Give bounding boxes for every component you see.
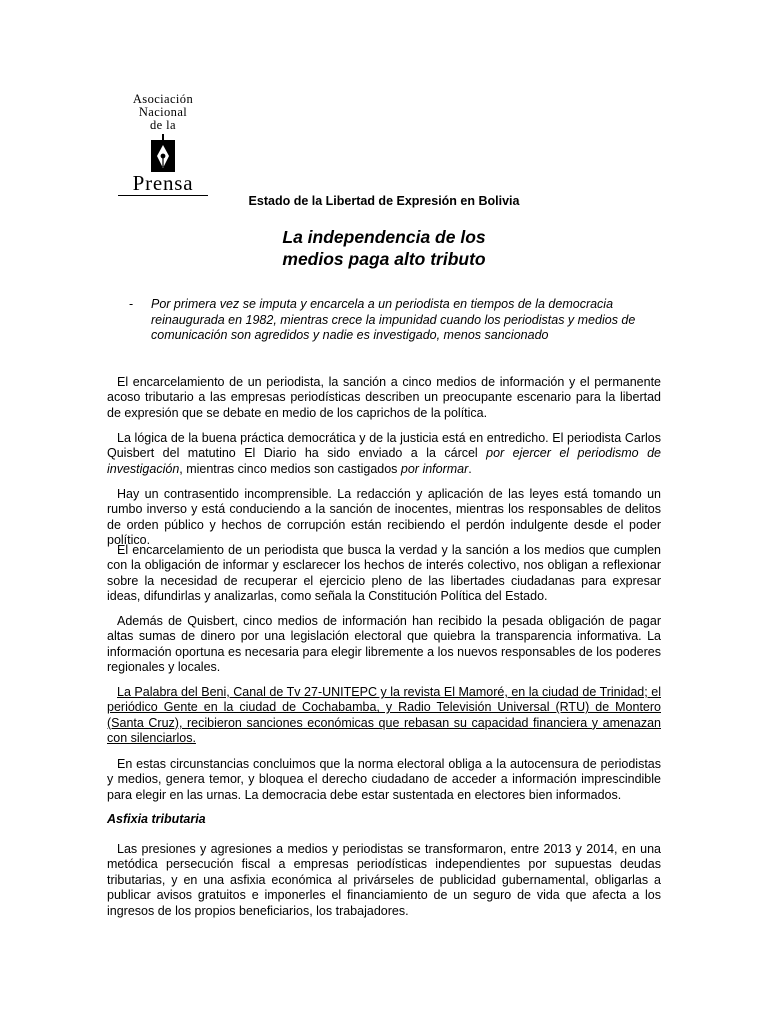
lead-bullet bbox=[129, 297, 649, 344]
headline-line-1: La independencia de los bbox=[282, 227, 486, 247]
paragraph-2-text-b: , mientras cinco medios son castigados bbox=[179, 461, 401, 476]
paragraph-3: Hay un contrasentido incomprensible. La redacción y aplicación de las leyes está tomando un rumbo inverso y está conduciendo a la sanción de inocentes, mientras los responsables de delitos de orden público y hechos de corrupción están recibiendo el perdón indulgente desde el poder político. bbox=[107, 487, 661, 548]
headline-line-2: medios paga alto tributo bbox=[282, 249, 486, 269]
paragraph-7: En estas circunstancias concluimos que la norma electoral obliga a la autocensura de periodistas y medios, genera temor, y bloquea el derecho ciudadano de acceder a información imprescindible para elegir en las urnas. La democracia debe estar sustentada en electores bien informados. bbox=[107, 757, 661, 802]
logo-line-prensa: Prensa bbox=[132, 171, 194, 195]
logo-line-nacional: Nacional bbox=[138, 105, 188, 119]
paragraph-6: La Palabra del Beni, Canal de Tv 27-UNITEPC y la revista El Mamoré, en la ciudad de Trinidad; el periódico Gente en la ciudad de Cochabamba, y Radio Televisión Universal (RTU) de Montero (Santa Cruz), recibieron sanciones económicas que rebasan su capacidad financiera y amenazan con silenciarlos. bbox=[107, 685, 661, 746]
paragraph-2-emphasis-a: por ejercer el periodismo de investigación bbox=[107, 446, 661, 476]
pen-nib-icon bbox=[150, 134, 176, 172]
lead-text: Por primera vez se imputa y encarcela a un periodista en tiempos de la democracia reinaugurada en 1982, mientras crece la impunidad cuando los periodistas y medios de comunicación son agredidos y nadie es investigado, menos sancionado bbox=[151, 297, 636, 342]
headline bbox=[0, 226, 768, 270]
paragraph-1: El encarcelamiento de un periodista, la sanción a cinco medios de información y el permanente acoso tributario a las empresas periodísticas describen un preocupante escenario para la libertad de expresión que se debate en medio de los caprichos de la política. bbox=[107, 375, 661, 420]
bullet-dash: - bbox=[129, 297, 134, 311]
paragraph-2 bbox=[107, 431, 661, 477]
association-logo bbox=[117, 93, 209, 193]
paragraph-4: El encarcelamiento de un periodista que busca la verdad y la sanción a los medios que cumplen con la obligación de informar y esclarecer los hechos de interés colectivo, nos obligan a reflexionar sobre la necesidad de recuperar el ejercicio pleno de las libertades ciudadanas para expresar ideas, difundirlas y analizarlas, como señala la Constitución Política del Estado. bbox=[107, 543, 661, 604]
paragraph-8: Las presiones y agresiones a medios y periodistas se transformaron, entre 2013 y 2014, en una metódica persecución fiscal a empresas periodísticas independientes por supuestas deudas tributarias, y en una asfixia económica al privárseles de publicidad gubernamental, obligarlas a publicar avisos gratuitos e imponerles el financiamiento de un seguro de vida que afecta a los ingresos de los propios beneficiarios, los trabajadores. bbox=[107, 842, 661, 918]
paragraph-5: Además de Quisbert, cinco medios de información han recibido la pesada obligación de pagar altas sumas de dinero por una legislación electoral que quiebra la transparencia informativa. La información oportuna es necesaria para elegir libremente a los nuevos responsables de los poderes regionales y locales. bbox=[107, 614, 661, 675]
logo-line-asociacion: Asociación bbox=[132, 92, 194, 106]
logo-line-de-la: de la bbox=[150, 118, 176, 132]
paragraph-2-text-a: La lógica de la buena práctica democrática y de la justicia está en entredicho. El periodista Carlos Quisbert del matutino El Diario ha sido enviado a la cárcel bbox=[107, 431, 661, 461]
paragraph-2-emphasis-b: por informar bbox=[400, 461, 469, 476]
kicker-title: Estado de la Libertad de Expresión en Bolivia bbox=[248, 194, 520, 208]
paragraph-2-text-c: . bbox=[468, 461, 472, 476]
section-heading: Asfixia tributaria bbox=[107, 812, 206, 826]
